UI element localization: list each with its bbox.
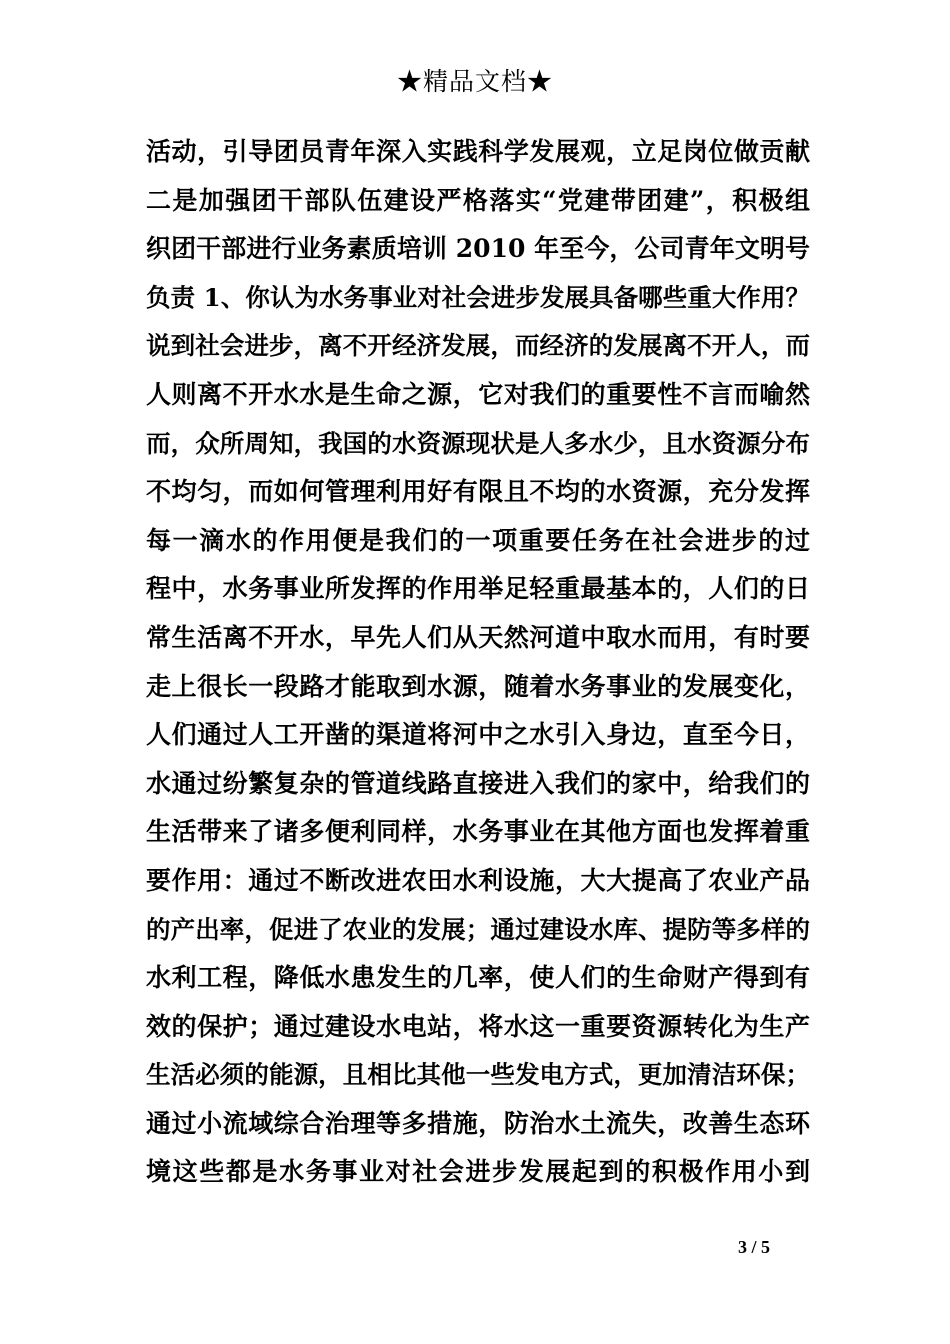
- body-line: 境这些都是水务事业对社会进步发展起到的积极作用小到: [146, 1157, 810, 1187]
- body-line: 人们通过人工开凿的渠道将河中之水引入身边，直至今日，: [146, 720, 810, 750]
- body-line: 要作用：通过不断改进农田水利设施，大大提高了农业产品: [146, 865, 810, 895]
- body-line: 织团干部进行业务素质培训 2010 年至今，公司青年文明号: [146, 234, 810, 264]
- body-line: 程中，水务事业所发挥的作用举足轻重最基本的，人们的日: [146, 574, 810, 604]
- page-header-title: ★精品文档★: [396, 67, 553, 96]
- body-line: 生活带来了诸多便利同样，水务事业在其他方面也发挥着重: [146, 817, 810, 847]
- body-line: 生活必须的能源，且相比其他一些发电方式，更加清洁环保；: [146, 1060, 810, 1090]
- body-line: 水利工程，降低水患发生的几率，使人们的生命财产得到有: [146, 963, 810, 993]
- body-line: 每一滴水的作用便是我们的一项重要任务在社会进步的过: [146, 525, 810, 555]
- body-line: 活动，引导团员青年深入实践科学发展观，立足岗位做贡献: [146, 137, 810, 166]
- body-line: 的产出率，促进了农业的发展；通过建设水库、提防等多样的: [146, 914, 810, 944]
- body-line: 说到社会进步，离不开经济发展，而经济的发展离不开人，而: [146, 331, 810, 361]
- body-line: 通过小流域综合治理等多措施，防治水土流失，改善生态环: [146, 1108, 810, 1138]
- body-line: 负责 1、你认为水务事业对社会进步发展具备哪些重大作用？: [146, 282, 810, 312]
- body-line: 效的保护；通过建设水电站，将水这一重要资源转化为生产: [146, 1011, 810, 1041]
- body-line: 水通过纷繁复杂的管道线路直接进入我们的家中，给我们的: [146, 768, 810, 798]
- body-line: 常生活离不开水，早先人们从天然河道中取水而用，有时要: [146, 622, 810, 652]
- body-line: 而，众所周知，我国的水资源现状是人多水少，且水资源分布: [146, 428, 810, 458]
- body-line: 走上很长一段路才能取到水源，随着水务事业的发展变化，: [146, 671, 810, 701]
- document-body: [146, 128, 810, 1197]
- body-line: 人则离不开水水是生命之源，它对我们的重要性不言而喻然: [146, 379, 810, 409]
- body-line: 不均匀，而如何管理利用好有限且不均的水资源，充分发挥: [146, 477, 810, 507]
- page-number: 3 / 5: [738, 1237, 771, 1257]
- body-line: 二是加强团干部队伍建设严格落实“党建带团建”，积极组: [146, 185, 810, 215]
